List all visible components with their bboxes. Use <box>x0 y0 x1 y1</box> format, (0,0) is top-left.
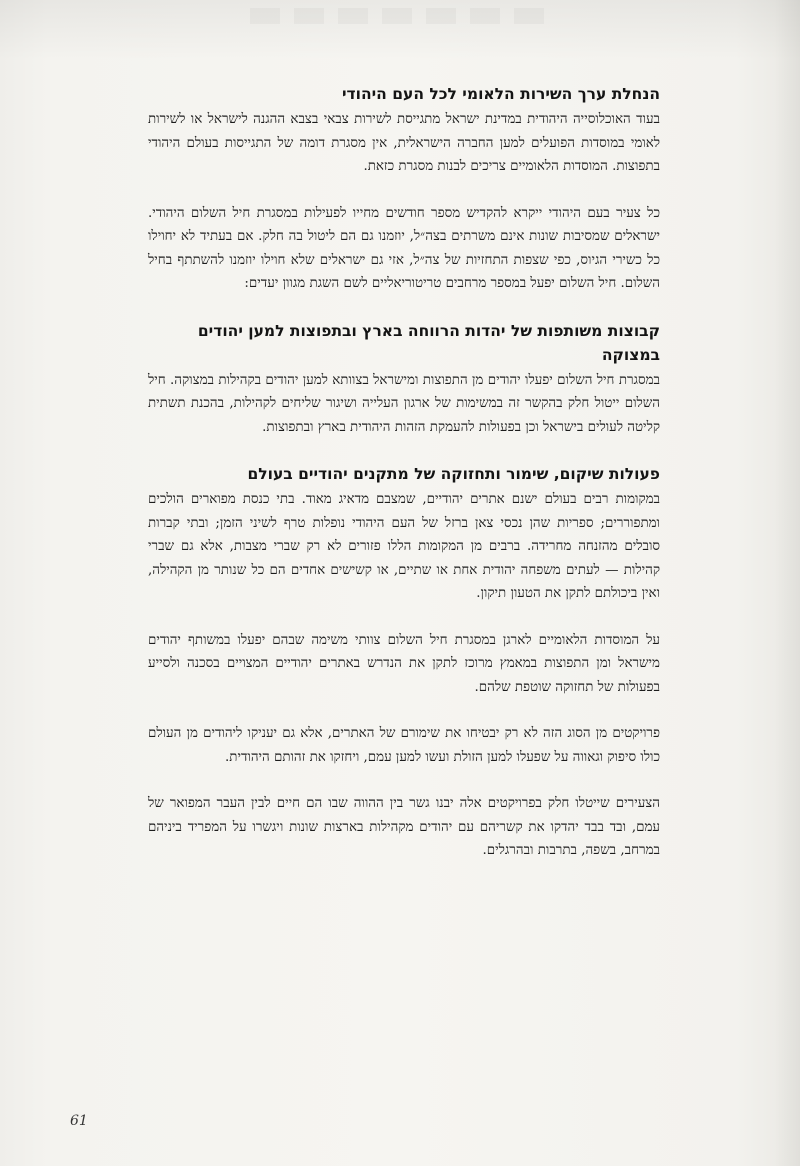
paragraph: כל צעיר בעם היהודי ייקרא להקדיש מספר חודשים מחייו לפעילות במסגרת חיל השלום היהודי. ישראלים שמסיבות שונות אינם משרתים בצה״ל, יוזמנו גם הם ליטול בה חלק. אם בעתיד לא יחוילו כל כשירי הגיוס, כפי שצפות התחזיות של צה״ל, אזי גם ישראלים שלא חוילו יוזמנו להשתתף בחיל השלום. חיל השלום יפעל במספר מרחבים טריטוריאליים לשם השגת מגוון יעדים: <box>148 205 660 291</box>
section-heading-national-service: הנחלת ערך השירות הלאומי לכל העם היהודי <box>341 85 660 103</box>
section-heading-joint-groups: קבוצות משותפות של יהדות הרווחה בארץ ובתפוצות למען יהודים במצוקה <box>197 321 660 364</box>
paragraph: הצעירים שייטלו חלק בפרויקטים אלה יבנו גשר בין ההווה שבו הם חיים לבין העבר המפואר של עמם, ובד בבד יהדקו את קשריהם עם יהודים מקהילות בארצות שונות ויגשרו על המפריד ביניהם במרחב, בשפה, בתרבות ובהרגלים. <box>148 796 660 858</box>
bleed-through-shadow <box>250 8 550 24</box>
paragraph: במסגרת חיל השלום יפעלו יהודים מן התפוצות ומישראל בצוותא למען יהודים בקהילות במצוקה. חיל השלום ייטול חלק בהקשר זה במשימות של ארגון העלייה ושיגור שליחים לקהילות, בהכנת תשתית קליטה לעולים בישראל וכן בפעולות להעמקת הזהות היהודית בארץ ובתפוצות. <box>148 372 660 435</box>
paragraph: על המוסדות הלאומיים לארגן במסגרת חיל השלום צוותי משימה שבהם יפעלו במשותף יהודים מישראל ומן התפוצות במאמץ מרוכז לתקן את הנדרש באתרים יהודיים המצויים בסכנה ולסייע בפעולות של תחזוקה שוטפת שלהם. <box>148 632 660 695</box>
paragraph: פרויקטים מן הסוג הזה לא רק יבטיחו את שימורם של האתרים, אלא גם יעניקו ליהודים מן העולם כולו סיפוק וגאווה על שפעלו למען הזולת ועשו למען עמם, ויחזקו את זהותם היהודית. <box>148 726 660 765</box>
page-body <box>148 82 660 886</box>
section-heading-restoration: פעולות שיקום, שימור ותחזוקה של מתקנים יהודיים בעולם <box>247 465 660 483</box>
paragraph: במקומות רבים בעולם ישנם אתרים יהודיים, שמצבם מדאיג מאוד. בתי כנסת מפוארים הולכים ומתפוררים; ספריות שהן נכסי צאן ברזל של העם היהודי נופלות טרף לשיני הזמן; ובתי קברות סובלים מהזנחה מחרידה. ברבים מן המקומות הללו פזורים לא רק שברי מצבות, אלא גם שברי קהילות — לעתים משפחה יהודית אחת או שתיים, או קשישים אחדים הם כל שנותר מן הקהילה, ואין ביכולתם לתקן את הטעון תיקון. <box>148 492 660 601</box>
paragraph: בעוד האוכלוסייה היהודית במדינת ישראל מתגייסת לשירות צבאי בצבא ההגנה לישראל או לשירות לאומי במוסדות הפועלים למען החברה הישראלית, אין מסגרת דומה של התגייסות בעולם היהודי בתפוצות. המוסדות הלאומיים צריכים לבנות מסגרת כזאת. <box>148 112 660 174</box>
page-number: 61 <box>70 1113 88 1129</box>
